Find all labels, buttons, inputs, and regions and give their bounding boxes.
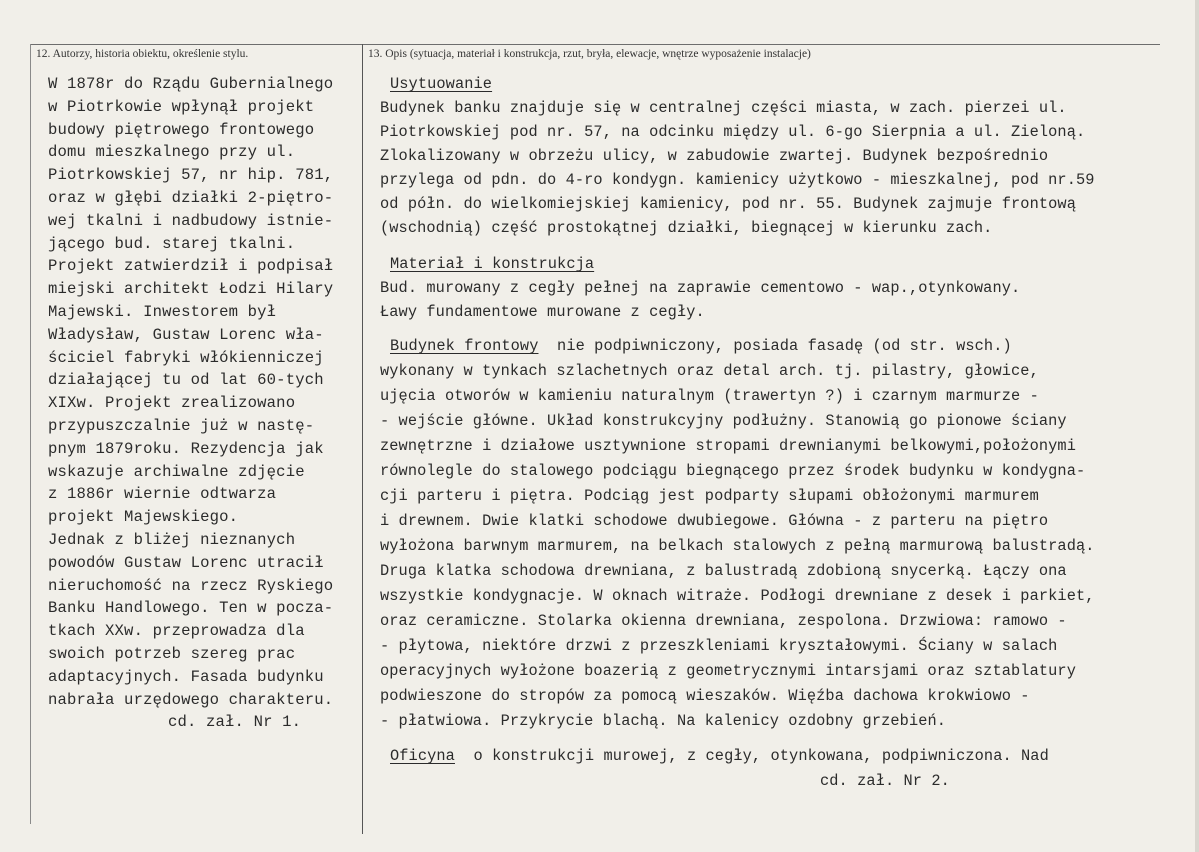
description-column bbox=[380, 72, 1185, 794]
text-line: budowy piętrowego frontowego bbox=[48, 120, 315, 139]
section-title-front-building: Budynek frontowy bbox=[390, 337, 539, 355]
annex-text: o konstrukcji murowej, z cegły, otynkowana, podpiwniczona. Nad bbox=[473, 747, 1049, 765]
text-line: wej tkalni i nadbudowy istnie- bbox=[48, 211, 334, 230]
text-line: Majewski. Inwestorem był bbox=[48, 302, 277, 321]
text-line: projekt Majewskiego. bbox=[48, 508, 239, 527]
text-line: działającej tu od lat 60-tych bbox=[48, 371, 324, 390]
text-line: pnym 1879roku. Rezydencja jak bbox=[48, 439, 324, 458]
text-line: Władysław, Gustaw Lorenc wła- bbox=[48, 325, 324, 344]
text-line: powodów Gustaw Lorenc utracił bbox=[48, 553, 324, 572]
text-line: Piotrkowskiej 57, nr hip. 781, bbox=[48, 166, 334, 185]
text-line: od półn. do wielkomiejskiej kamienicy, pod nr. 55. Budynek zajmuje frontową bbox=[380, 195, 1076, 213]
text-line: przypuszczalnie już w nastę- bbox=[48, 416, 315, 435]
section-title-annex: Oficyna bbox=[390, 747, 455, 765]
text-line: adaptacyjnych. Fasada budynku bbox=[48, 667, 324, 686]
text-line: - płytowa, niektóre drzwi z przeszkleniami kryształowymi. Ściany w salach bbox=[380, 637, 1058, 655]
text-line: W 1878r do Rządu Gubernialnego bbox=[48, 75, 334, 93]
section-front-building-text bbox=[380, 359, 1185, 734]
text-line: nabrała urzędowego charakteru. bbox=[48, 690, 334, 709]
text-line: ściciel fabryki włókienniczej bbox=[48, 348, 324, 367]
text-line: cji parteru i piętra. Podciąg jest podparty słupami obłożonymi marmurem bbox=[380, 487, 1039, 505]
left-border bbox=[30, 44, 31, 824]
continuation-note-2: cd. zał. Nr 2. bbox=[820, 772, 950, 790]
text-line: oraz ceramiczne. Stolarka okienna drewniana, zespolona. Drzwiowa: ramowo - bbox=[380, 612, 1067, 630]
text-line: wskazuje archiwalne zdjęcie bbox=[48, 462, 305, 481]
page-edge bbox=[1195, 0, 1199, 852]
text-line: tkach XXw. przeprowadza dla bbox=[48, 622, 305, 641]
text-line: podwieszone do stropów za pomocą wieszaków. Więźba dachowa krokwiowo - bbox=[380, 687, 1030, 705]
text-line: Ławy fundamentowe murowane z cegły. bbox=[380, 303, 705, 321]
text-line: równolegle do stalowego podciągu biegnącego przez środek budynku w kondygna- bbox=[380, 462, 1086, 480]
continuation-note-1: cd. zał. Nr 1. bbox=[168, 713, 302, 732]
text-line: - płatwiowa. Przykrycie blachą. Na kalenicy ozdobny grzebień. bbox=[380, 712, 947, 730]
text-line: Banku Handlowego. Ten w pocza- bbox=[48, 599, 334, 618]
text-line: operacyjnych wyłożone boazerią z geometrycznymi intarsjami oraz sztablatury bbox=[380, 662, 1076, 680]
text-line: miejski architekt Łodzi Hilary bbox=[48, 280, 334, 299]
text-line: Jednak z bliżej nieznanych bbox=[48, 530, 296, 549]
front-building-intro: nie podpiwniczony, posiada fasadę (od str. wsch.) bbox=[557, 337, 1012, 355]
header-section-13: 13. Opis (sytuacja, materiał i konstrukcja, rzut, bryła, elewacje, wnętrze wyposażenie instalacje) bbox=[368, 48, 811, 60]
text-line: nieruchomość na rzecz Ryskiego bbox=[48, 576, 334, 595]
text-line: Budynek banku znajduje się w centralnej części miasta, w zach. pierzei ul. bbox=[380, 99, 1067, 117]
column-divider bbox=[362, 44, 363, 834]
text-line: swoich potrzeb szereg prac bbox=[48, 644, 296, 663]
text-line: jącego bud. starej tkalni. bbox=[48, 234, 296, 253]
section-title-location: Usytuowanie bbox=[390, 75, 493, 93]
text-line: oraz w głębi działki 2-piętro- bbox=[48, 188, 334, 207]
text-line: ujęcia otworów w kamieniu naturalnym (trawertyn ?) i czarnym marmurze - bbox=[380, 387, 1039, 405]
text-line: wykonany w tynkach szlachetnych oraz detal arch. tj. pilastry, głowice, bbox=[380, 362, 1039, 380]
header-section-12: 12. Autorzy, historia obiektu, określenie stylu. bbox=[36, 48, 249, 60]
section-material-text bbox=[380, 276, 1185, 324]
text-line: w Piotrkowie wpłynął projekt bbox=[48, 97, 315, 116]
text-line: (wschodnią) część prostokątnej działki, biegnącej w kierunku zach. bbox=[380, 219, 993, 237]
text-line: Zlokalizowany w obrzeżu ulicy, w zabudowie zwartej. Budynek bezpośrednio bbox=[380, 147, 1049, 165]
text-line: przylega od pdn. do 4-ro kondygn. kamienicy użytkowo - mieszkalnej, pod nr.59 bbox=[380, 171, 1095, 189]
text-line: Piotrkowskiej pod nr. 57, na odcinku między ul. 6-go Sierpnia a ul. Zieloną. bbox=[380, 123, 1086, 141]
text-line: Bud. murowany z cegły pełnej na zaprawie cementowo - wap.,otynkowany. bbox=[380, 279, 1021, 297]
text-line: Projekt zatwierdził i podpisał bbox=[48, 257, 334, 276]
section-title-material: Materiał i konstrukcja bbox=[390, 255, 595, 273]
history-column bbox=[48, 73, 360, 734]
text-line: wszystkie kondygnacje. W oknach witraże. Podłogi drewniane z desek i parkiet, bbox=[380, 587, 1095, 605]
text-line: z 1886r wiernie odtwarza bbox=[48, 485, 277, 504]
text-line: XIXw. Projekt zrealizowano bbox=[48, 394, 296, 413]
top-rule bbox=[30, 44, 1160, 45]
text-line: i drewnem. Dwie klatki schodowe dwubiegowe. Główna - z parteru na piętro bbox=[380, 512, 1049, 530]
text-line: - wejście główne. Układ konstrukcyjny podłużny. Stanowią go pionowe ściany bbox=[380, 412, 1067, 430]
section-location-text bbox=[380, 96, 1185, 240]
text-line: Druga klatka schodowa drewniana, z balustradą zdobioną snycerką. Łączy ona bbox=[380, 562, 1067, 580]
text-line: wyłożona barwnym marmurem, na belkach stalowych z pełną marmurową balustradą. bbox=[380, 537, 1095, 555]
text-line: zewnętrzne i działowe usztywnione stropami drewnianymi belkowymi,położonymi bbox=[380, 437, 1076, 455]
text-line: domu mieszkalnego przy ul. bbox=[48, 143, 296, 162]
